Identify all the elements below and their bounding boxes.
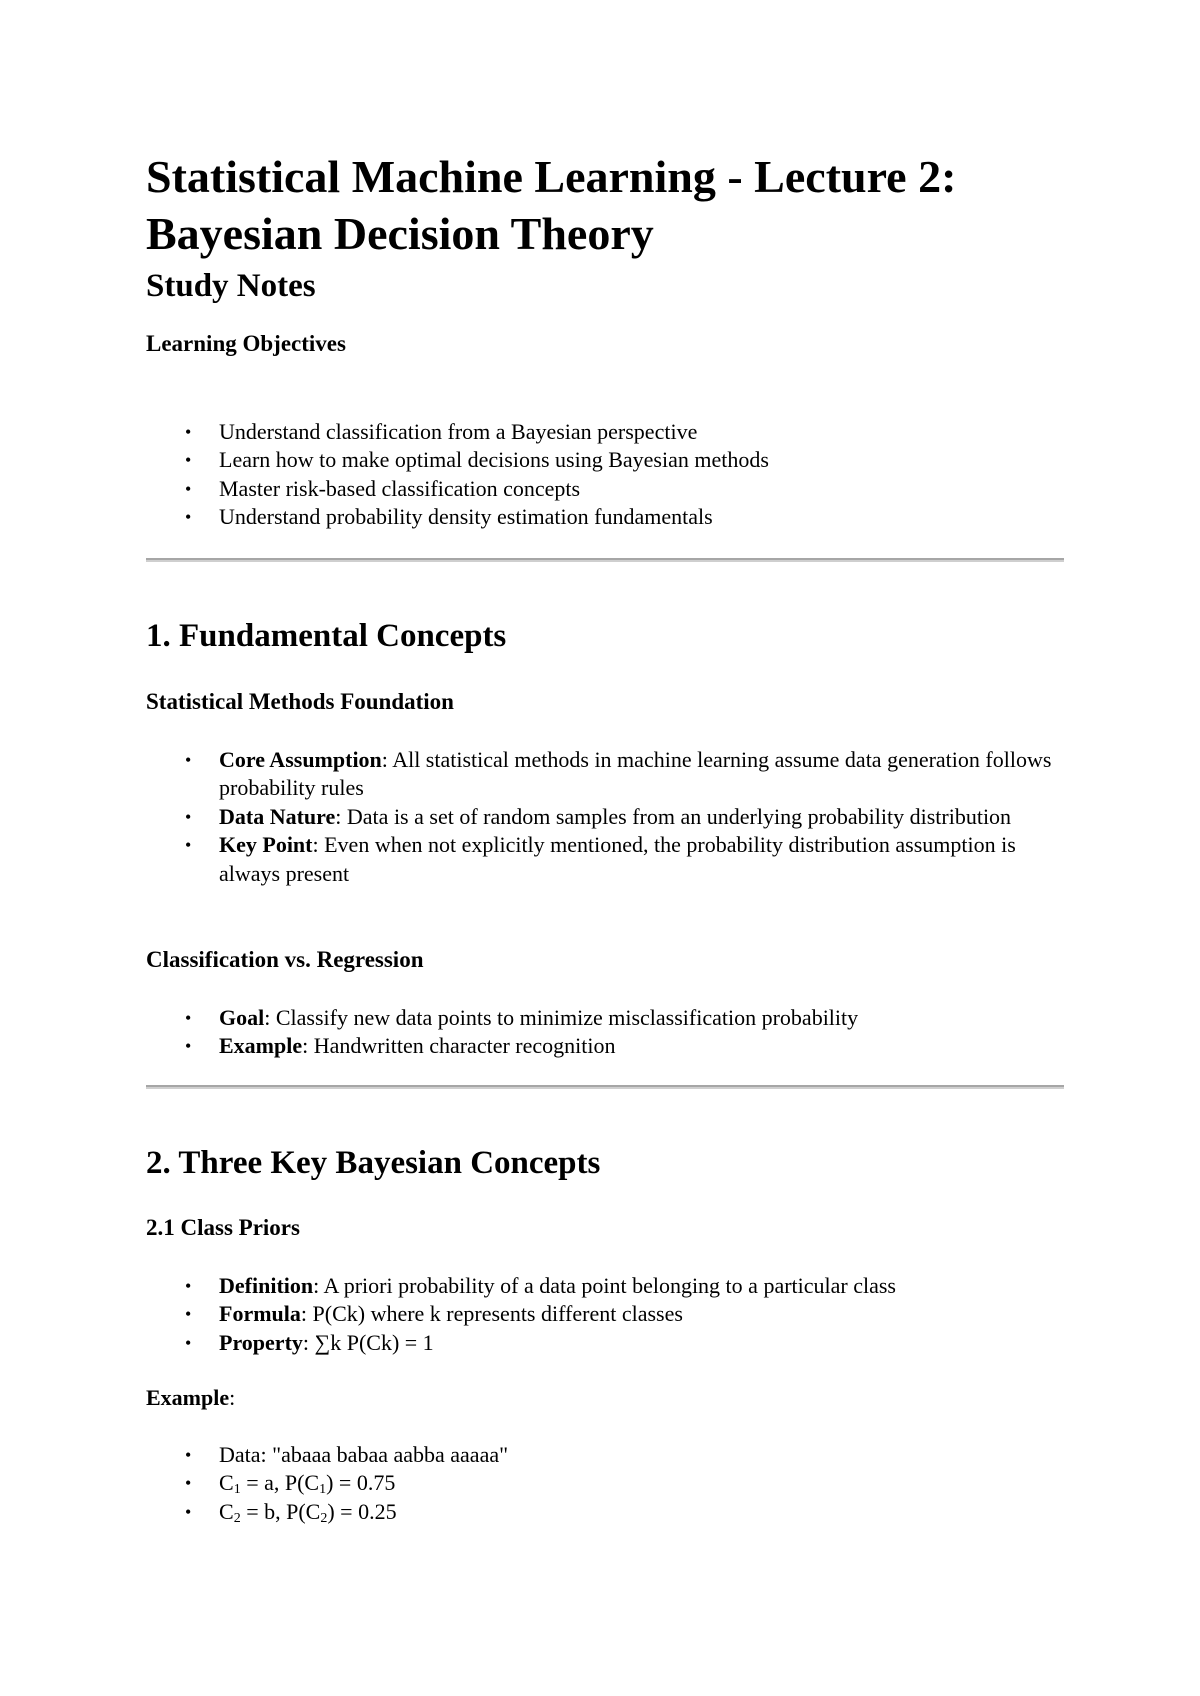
learning-objectives-heading: Learning Objectives [146, 331, 346, 356]
list-item: • Definition: A priori probability of a data point belonging to a particular class [146, 1272, 1064, 1300]
statistical-methods-heading: Statistical Methods Foundation [146, 689, 454, 714]
bullet-icon: • [185, 507, 192, 528]
title-line-2: Bayesian Decision Theory [146, 208, 654, 259]
example-list [146, 1441, 1064, 1526]
list-item: • Core Assumption: All statistical methods in machine learning assume data generation follows probability rules [185, 747, 1052, 801]
statistical-methods-list [146, 746, 1064, 888]
bullet-icon: • [185, 806, 192, 827]
bullet-icon: • [185, 1276, 192, 1296]
bullet-icon: • [185, 1473, 192, 1494]
list-item: • Learn how to make optimal decisions using Bayesian methods [146, 446, 1064, 474]
class-priors-list [146, 1272, 1064, 1357]
class-priors-heading: 2.1 Class Priors [146, 1215, 300, 1240]
bullet-icon: • [185, 478, 192, 499]
classification-list [146, 1004, 1064, 1061]
horizontal-divider [146, 558, 1064, 562]
bullet-icon: • [185, 1501, 192, 1522]
list-item: • $C_2 = b$, $P(C_2) = 0.25$ [185, 1498, 397, 1526]
bullet-icon: • [185, 750, 192, 770]
section-1-heading: 1. Fundamental Concepts [146, 618, 507, 654]
document-title [146, 148, 1064, 262]
title-line-1: Statistical Machine Learning - Lecture 2: [146, 151, 957, 202]
bullet-icon: • [185, 1304, 192, 1325]
study-notes-heading: Study Notes [146, 268, 316, 304]
list-item: • Example: Handwritten character recognition [146, 1032, 1064, 1060]
list-item: • Master risk-based classification concepts [146, 475, 1064, 503]
bullet-icon: • [185, 422, 192, 442]
horizontal-divider [146, 1085, 1064, 1089]
bullet-icon: • [185, 1445, 192, 1465]
bullet-icon: • [185, 450, 192, 471]
bullet-icon: • [185, 1332, 192, 1353]
bullet-icon: • [185, 1008, 192, 1028]
example-label: Example: [146, 1385, 236, 1410]
list-item: • $C_1 = a$, $P(C_1) = 0.75$ [185, 1470, 396, 1498]
list-item: • Formula: P(Ck) where k represents different classes [146, 1300, 1064, 1328]
list-item: • Data Nature: Data is a set of random samples from an underlying probability distribution [146, 803, 1064, 831]
list-item: • Understand classification from a Bayesian perspective [146, 418, 1064, 446]
list-item: • Goal: Classify new data points to minimize misclassification probability [146, 1004, 1064, 1032]
learning-objectives-list [146, 418, 1064, 532]
section-2-heading: 2. Three Key Bayesian Concepts [146, 1145, 601, 1181]
bullet-icon: • [185, 1036, 192, 1057]
list-item: • Data: "abaaa babaa aabba aaaaa" [146, 1441, 1064, 1469]
list-item: • Key Point: Even when not explicitly mentioned, the probability distribution assumption is always present [185, 832, 1016, 886]
classification-vs-regression-heading: Classification vs. Regression [146, 947, 424, 972]
list-item: • Understand probability density estimation fundamentals [146, 503, 1064, 531]
bullet-icon: • [185, 835, 192, 856]
list-item: • Property: ∑k P(Ck) = 1 [146, 1329, 1064, 1357]
